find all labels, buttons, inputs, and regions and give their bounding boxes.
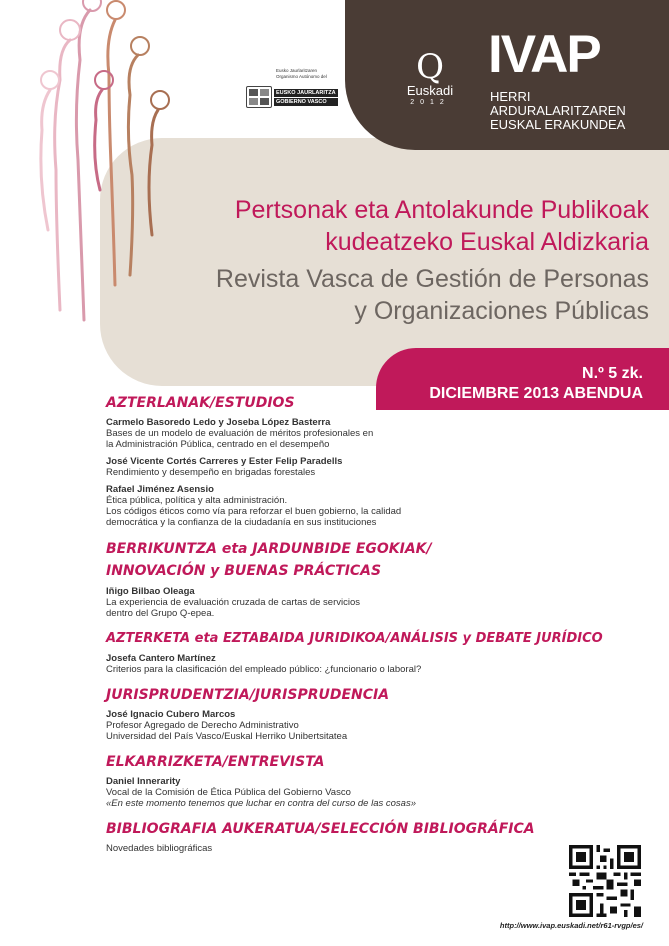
section-title: BIBLIOGRAFIA AUKERATUA/SELECCIÓN BIBLIOGRÁFICA xyxy=(106,821,535,837)
entry-author: José Ignacio Cubero Marcos xyxy=(106,709,236,720)
coat-of-arms-icon xyxy=(246,86,272,108)
section-innovacion xyxy=(106,538,636,619)
gov-line-2: Organismo Autónomo del xyxy=(276,74,327,79)
section-title: ELKARRIZKETA/ENTREVISTA xyxy=(106,754,325,770)
toc-entry xyxy=(106,709,636,742)
section-title: AZTERKETA eta EZTABAIDA JURIDIKOA/ANÁLISIS y DEBATE JURÍDICO xyxy=(106,631,603,646)
entry-description: Bases de un modelo de evaluación de méritos profesionales en la Administración Pública, centrado en el desempeño xyxy=(106,428,374,450)
section-title: JURISPRUDENTZIA/JURISPRUDENCIA xyxy=(106,687,390,703)
section-estudios xyxy=(106,393,636,528)
entry-author: Daniel Innerarity xyxy=(106,776,181,787)
section-title-line-2: INNOVACIÓN y BUENAS PRÁCTICAS xyxy=(106,563,382,579)
entry-author: Rafael Jiménez Asensio xyxy=(106,484,214,495)
gov-bar-eu: EUSKO JAURLARITZA xyxy=(276,90,336,96)
basque-government-logo xyxy=(246,68,336,108)
section-title: AZTERLANAK/ESTUDIOS xyxy=(106,395,295,411)
toc-entry xyxy=(106,776,636,809)
title-es-line-2: y Organizaciones Públicas xyxy=(354,297,649,325)
title-eu-line-2: kudeatzeko Euskal Aldizkaria xyxy=(325,228,649,256)
ivap-subtitle xyxy=(490,90,669,132)
ivap-subtitle-line-2: EUSKAL ERAKUNDEA xyxy=(490,117,626,132)
entry-description: Rendimiento y desempeño en brigadas forestales xyxy=(106,467,316,478)
entry-description: Profesor Agregado de Derecho Administrativo Universidad del País Vasco/Euskal Herriko Unibertsitatea xyxy=(106,720,348,742)
entry-description: Criterios para la clasificación del empleado público: ¿funcionario o laboral? xyxy=(106,664,422,675)
entry-author: Iñigo Bilbao Oleaga xyxy=(106,586,195,597)
issue-date: DICIEMBRE 2013 ABENDUA xyxy=(429,385,643,402)
journal-url[interactable]: http://www.ivap.euskadi.net/r61-rvgp/es/ xyxy=(499,921,643,930)
issue-number: N.º 5 zk. xyxy=(582,365,643,382)
entry-description: Vocal de la Comisión de Ética Pública del Gobierno Vasco xyxy=(106,787,351,798)
toc-entry xyxy=(106,456,636,478)
gov-line-1: Eusko Jaurlaritzaren xyxy=(276,68,318,73)
section-bibliografia xyxy=(106,819,636,854)
section-jurisprudencia xyxy=(106,685,636,742)
toc-entry xyxy=(106,417,636,450)
entry-description: Novedades bibliográficas xyxy=(106,843,213,854)
gov-bar-es: GOBIERNO VASCO xyxy=(274,98,338,106)
entry-author: Carmelo Basoredo Ledo y Joseba López Basterra xyxy=(106,417,331,428)
ivap-logo: IVAP xyxy=(488,25,600,84)
journal-title xyxy=(216,194,649,327)
entry-quote: «En este momento tenemos que luchar en contra del curso de las cosas» xyxy=(106,798,416,809)
entry-description: Ética pública, política y alta administración. Los códigos éticos como vía para reforzar el buen gobierno, la calidad democrática y la confianza de la ciudadanía en sus instituciones xyxy=(106,495,402,528)
euskadi-logo xyxy=(396,47,464,106)
entry-description: La experiencia de evaluación cruzada de cartas de servicios dentro del Grupo Q-epea. xyxy=(106,597,361,619)
section-entrevista xyxy=(106,752,636,809)
euskadi-q-mark: Q xyxy=(416,47,444,87)
toc-entry xyxy=(106,653,636,675)
title-es-line-1: Revista Vasca de Gestión de Personas xyxy=(215,265,649,293)
title-eu-line-1: Pertsonak eta Antolakunde Publikoak xyxy=(234,196,649,224)
entry-author: José Vicente Cortés Carreres y Ester Felip Paradells xyxy=(106,456,343,467)
toc-entry xyxy=(106,843,636,854)
entry-author: Josefa Cantero Martínez xyxy=(106,653,216,664)
euskadi-year: 2012 xyxy=(410,99,450,106)
toc-entry xyxy=(106,484,636,528)
section-title-line-1: BERRIKUNTZA eta JARDUNBIDE EGOKIAK/ xyxy=(106,541,432,557)
euskadi-name: Euskadi xyxy=(406,83,454,98)
toc-entry xyxy=(106,586,636,619)
section-debate-juridico xyxy=(106,629,636,675)
qr-code[interactable] xyxy=(569,845,641,917)
people-silhouettes-illustration xyxy=(30,0,180,330)
ivap-subtitle-line-1: HERRI ARDURALARITZAREN xyxy=(490,89,626,118)
table-of-contents xyxy=(106,393,636,860)
